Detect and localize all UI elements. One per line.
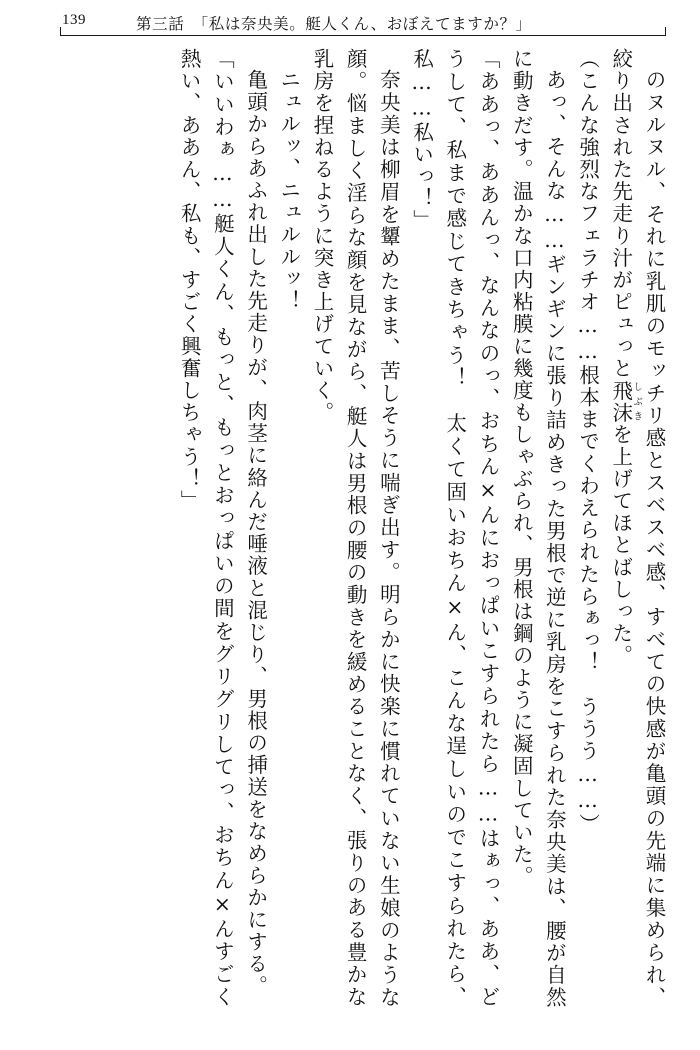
header-rule-cap-left bbox=[60, 27, 61, 36]
paragraph: 「ああっ、ああんっ、なんなのっ、おちん×んにおっぱいこすられたら……はぁっ、ああ、どうして、私まで感じてきちゃう！ 太くて固いおちん×ん、こんな逞しいのでこすられたら、私……私いっ！」 bbox=[409, 48, 500, 1008]
paragraph: 亀頭からあふれ出した先走りが、肉茎に絡んだ唾液と混じり、男根の挿送をなめらかにする。 bbox=[243, 68, 268, 997]
paragraph: ニュルッ、ニュルルッ！ bbox=[276, 68, 301, 312]
paragraph: 奈央美は柳眉を顰めたまま、苦しそうに喘ぎ出す。明らかに快楽に慣れていない生娘のような顔。悩ましく淫らな顔を見ながら、艇人は男根の腰の動きを緩めることなく、張りのある豊かな乳房を捏ねるように突き上げていく。 bbox=[309, 48, 401, 1008]
paragraph: あっ、そんな……ギンギンに張り詰めきった男根で逆に乳房をこすられた奈央美は、腰が自然に動きだす。温かな口内粘膜に幾度もしゃぶられ、男根は鋼のように凝固していた。 bbox=[509, 48, 567, 1008]
paragraph: （こんな強烈なフェラチオ……根本までくわえられたらぁっ！ ううう……） bbox=[575, 48, 600, 836]
ruby-annotation: 飛沫しぶき bbox=[608, 379, 643, 424]
vertical-text-block bbox=[26, 48, 670, 1008]
header-rule bbox=[60, 35, 666, 36]
page-header bbox=[26, 10, 674, 40]
running-title: 第三話 「私は奈央美。艇人くん、おぼえてますか？」 bbox=[136, 15, 532, 33]
paragraph: 「いいわぁ……艇人くん、もっと、もっとおっぱいの間をグリグリしてっ、おちん×んすごく熱い、ああん、私も、すごく興奮しちゃう！」 bbox=[177, 48, 235, 1008]
page-number: 139 bbox=[62, 12, 86, 28]
page-body bbox=[26, 48, 674, 1032]
header-rule-cap-right bbox=[665, 27, 666, 36]
paragraph: のヌルヌル、それに乳肌のモッチリ感とスベスベ感、すべての快感が亀頭の先端に集められ、絞り出された先走り汁がピュっと飛沫しぶきを上げてほとばしった。 bbox=[608, 48, 666, 1008]
